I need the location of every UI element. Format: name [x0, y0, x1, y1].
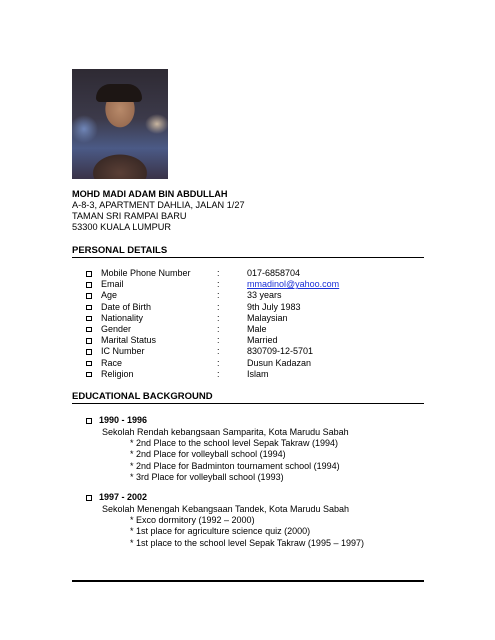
education-year-text: 1997 - 2002	[99, 492, 148, 502]
detail-value: 830709-12-5701	[247, 346, 314, 357]
checkbox-bullet-icon	[86, 316, 92, 322]
detail-label: Nationality	[101, 312, 144, 323]
detail-value: Islam	[247, 368, 269, 379]
address-line-1: A-8-3, APARTMENT DAHLIA, JALAN 1/27	[72, 200, 245, 210]
education-entry-2	[86, 492, 364, 549]
detail-value: Male	[247, 323, 267, 334]
award-item: * 3rd Place for volleyball school (1993)	[130, 471, 284, 482]
applicant-name: MOHD MADI ADAM BIN ABDULLAH	[72, 189, 228, 199]
education-year	[86, 415, 349, 427]
award-item: * 2nd Place for volleyball school (1994)	[130, 449, 286, 460]
education-rule	[72, 403, 424, 404]
detail-value: Dusun Kadazan	[247, 357, 312, 368]
checkbox-bullet-icon	[86, 271, 92, 277]
address-line-3: 53300 KUALA LUMPUR	[72, 222, 172, 232]
email-link[interactable]: mmadinol@yahoo.com	[247, 279, 340, 290]
detail-label: Gender	[101, 323, 132, 334]
detail-colon: :	[217, 279, 220, 290]
detail-value: 9th July 1983	[247, 301, 301, 312]
award-item: * 1st place for agriculture science quiz (2000)	[130, 526, 311, 537]
detail-colon: :	[217, 301, 220, 312]
education-year	[86, 492, 364, 504]
detail-colon: :	[217, 290, 220, 301]
checkbox-bullet-icon	[86, 338, 92, 344]
detail-colon: :	[217, 335, 220, 346]
checkbox-bullet-icon	[86, 293, 92, 299]
checkbox-bullet-icon	[86, 282, 92, 288]
detail-label: Mobile Phone Number	[101, 268, 191, 278]
detail-value: 33 years	[247, 290, 282, 301]
detail-label: Religion	[101, 368, 134, 379]
education-entry-1	[86, 415, 349, 483]
checkbox-bullet-icon	[86, 495, 92, 501]
detail-colon: :	[217, 312, 220, 323]
address-line-2: TAMAN SRI RAMPAI BARU	[72, 211, 187, 221]
detail-colon: :	[217, 346, 220, 357]
education-year-text: 1990 - 1996	[99, 415, 148, 425]
checkbox-bullet-icon	[86, 349, 92, 355]
profile-photo-hair	[96, 84, 142, 102]
award-item: * Exco dormitory (1992 – 2000)	[130, 515, 255, 526]
personal-details-rule	[72, 257, 424, 258]
detail-value: Married	[247, 335, 278, 346]
contact-header	[72, 189, 245, 233]
detail-value: 017-6858704	[247, 268, 301, 278]
detail-label: Date of Birth	[101, 301, 152, 312]
education-heading: EDUCATIONAL BACKGROUND	[72, 391, 213, 402]
award-item: * 2nd Place for Badminton tournament school (1994)	[130, 460, 340, 471]
school-name: Sekolah Rendah kebangsaan Samparita, Kota Marudu Sabah	[102, 427, 349, 437]
detail-colon: :	[217, 357, 220, 368]
checkbox-bullet-icon	[86, 327, 92, 333]
checkbox-bullet-icon	[86, 418, 92, 424]
detail-label: IC Number	[101, 346, 145, 357]
detail-label: Marital Status	[101, 335, 157, 346]
school-name: Sekolah Menengah Kebangsaan Tandek, Kota Marudu Sabah	[102, 504, 350, 514]
checkbox-bullet-icon	[86, 305, 92, 311]
detail-colon: :	[217, 323, 220, 334]
personal-details-heading: PERSONAL DETAILS	[72, 245, 168, 256]
detail-label: Race	[101, 357, 123, 368]
detail-colon: :	[217, 368, 220, 379]
detail-value: Malaysian	[247, 312, 288, 323]
award-item: * 1st place to the school level Sepak Takraw (1995 – 1997)	[130, 537, 364, 548]
checkbox-bullet-icon	[86, 361, 92, 367]
page-footer-rule	[72, 580, 424, 582]
award-item: * 2nd Place to the school level Sepak Takraw (1994)	[130, 438, 338, 449]
checkbox-bullet-icon	[86, 372, 92, 378]
detail-label: Email	[101, 279, 124, 290]
detail-colon: :	[217, 268, 220, 278]
detail-label: Age	[101, 290, 118, 301]
